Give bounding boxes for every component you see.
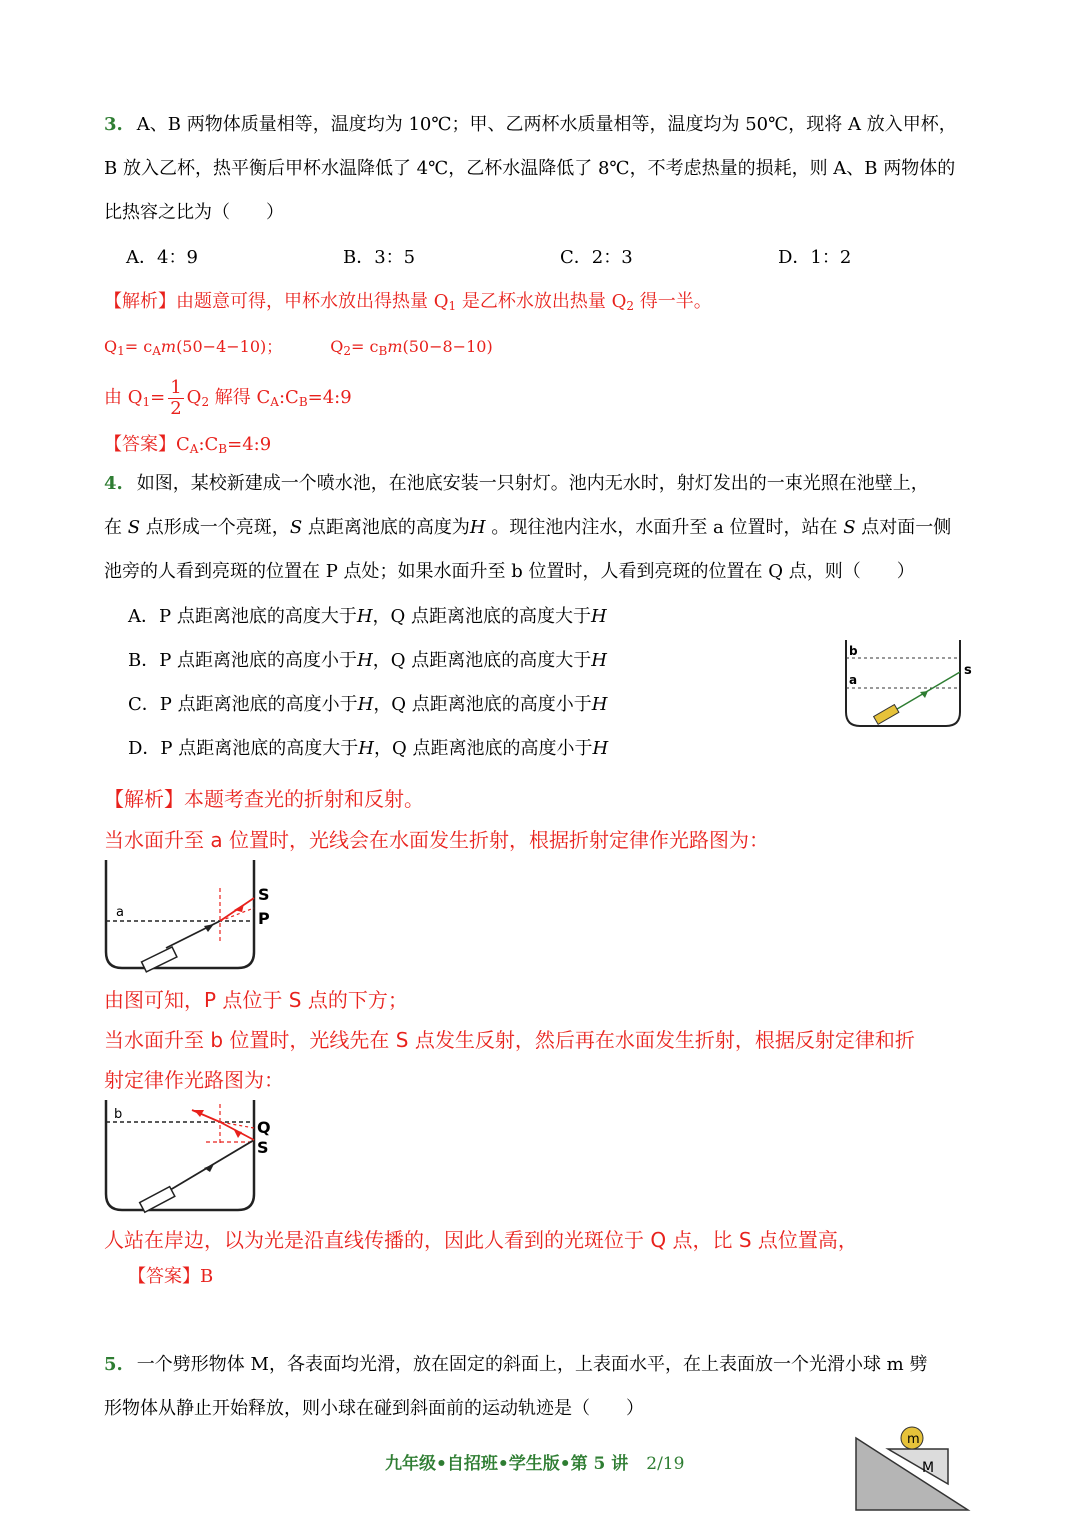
- q3-option-a: A．4：9: [126, 247, 198, 268]
- label-a: a: [116, 905, 124, 920]
- q4-figure-b-level: [100, 1098, 280, 1216]
- q4-para4: 射定律作光路图为：: [104, 1068, 284, 1092]
- label-s: S: [257, 1138, 269, 1157]
- spotlight-icon: [140, 1187, 175, 1213]
- ray-arrow-icon: [204, 1164, 214, 1172]
- label-s: s: [964, 663, 972, 678]
- q4-para1: 当水面升至 a 位置时，光线会在水面发生折射，根据折射定律作光路图为：: [104, 828, 769, 852]
- q3-number: 3.: [104, 114, 123, 135]
- q3-line1: 3. A、B 两物体质量相等，温度均为 10℃；甲、乙两杯水质量相等，温度均为 50℃，现将 A 放入甲杯，: [104, 114, 957, 135]
- q4-option-d: D．P 点距离池底的高度大于H，Q 点距离池底的高度小于H: [128, 738, 609, 759]
- spotlight-icon: [874, 705, 899, 725]
- q3-line3: 比热容之比为（ ）: [104, 202, 284, 223]
- q4-line2: 在 S 点形成一个亮斑，S 点距离池底的高度为H 。现往池内注水，水面升至 a 位置时，站在 S 点对面一侧: [104, 517, 952, 538]
- q5-line1: 5. 一个劈形物体 M，各表面均光滑，放在固定的斜面上，上表面水平，在上表面放一个光滑小球 m 劈: [104, 1354, 928, 1375]
- label-M: M: [922, 1460, 935, 1476]
- q3-analysis: 【解析】由题意可得，甲杯水放出得热量 $Q_1$ 是乙杯水放出热量 $Q_2$ 得一半。: [104, 291, 712, 313]
- q3-option-c: C．2：3: [560, 247, 633, 268]
- q4-figure-a-level: [100, 858, 280, 974]
- q4-option-a: A．P 点距离池底的高度大于H，Q 点距离池底的高度大于H: [128, 606, 607, 627]
- label-b: b: [849, 644, 858, 658]
- label-a: a: [849, 673, 858, 687]
- q4-line1: 4. 如图，某校新建成一个喷水池，在池底安装一只射灯。池内无水时，射灯发出的一束光照在池壁上，: [104, 473, 929, 494]
- label-p: P: [258, 909, 270, 928]
- ray-arrow-icon: [204, 924, 214, 932]
- label-s: S: [258, 885, 270, 904]
- label-m: m: [907, 1432, 920, 1447]
- q4-para5: 人站在岸边，以为光是沿直线传播的，因此人看到的光斑位于 Q 点，比 S 点位置高，: [104, 1228, 858, 1252]
- q5-line2: 形物体从静止开始释放，则小球在碰到斜面前的运动轨迹是（ ）: [104, 1398, 644, 1419]
- page-footer: 九年级•自招班•学生版•第 5 讲 2/19: [385, 1454, 685, 1474]
- q4-para2: 由图可知，P 点位于 S 点的下方；: [104, 988, 408, 1012]
- q4-para3: 当水面升至 b 位置时，光线先在 S 点发生反射，然后再在水面发生折射，根据反射定律和折: [104, 1028, 915, 1052]
- q4-option-c: C．P 点距离池底的高度小于H，Q 点距离池底的高度小于H: [128, 694, 608, 715]
- page-number: 2/19: [646, 1454, 685, 1474]
- q3-answer: 【答案】$C_A:C_B=4:9$: [104, 434, 272, 456]
- q3-formula: $Q_1= c_Am(50-4-10)$； $Q_2= c_Bm(50-8-10)$: [104, 337, 493, 358]
- label-q: Q: [257, 1118, 271, 1137]
- q3-option-b: B．3：5: [343, 247, 416, 268]
- label-b: b: [114, 1107, 123, 1122]
- q4-option-b: B．P 点距离池底的高度小于H，Q 点距离池底的高度大于H: [128, 650, 607, 671]
- pool-outline: [846, 640, 960, 726]
- pool-outline: [106, 1100, 254, 1210]
- q3-option-d: D．1：2: [778, 247, 852, 268]
- fraction-half: $\frac{1}{2}$: [170, 376, 182, 419]
- q4-answer: 【答案】B: [128, 1266, 214, 1287]
- q3-derivation: 由 $Q_1=$ $\frac{1}{2}$ $Q_2$ 解得 $C_A:C_B=4:9$: [104, 376, 352, 419]
- q5-number: 5.: [104, 1354, 123, 1375]
- q3-line2: B 放入乙杯，热平衡后甲杯水温降低了 4℃，乙杯水温降低了 8℃，不考虑热量的损耗，则 A、B 两物体的: [104, 158, 956, 179]
- q4-analysis-tag: 【解析】本题考查光的折射和反射。: [104, 787, 424, 811]
- q4-pool-figure: [840, 636, 970, 732]
- refracted-arrow-icon: [194, 1110, 204, 1117]
- q4-line3: 池旁的人看到亮斑的位置在 P 点处；如果水面升至 b 位置时，人看到亮斑的位置在 Q 点，则（ ）: [104, 561, 915, 582]
- q4-number: 4.: [104, 473, 123, 494]
- q5-wedge-figure: [852, 1420, 974, 1516]
